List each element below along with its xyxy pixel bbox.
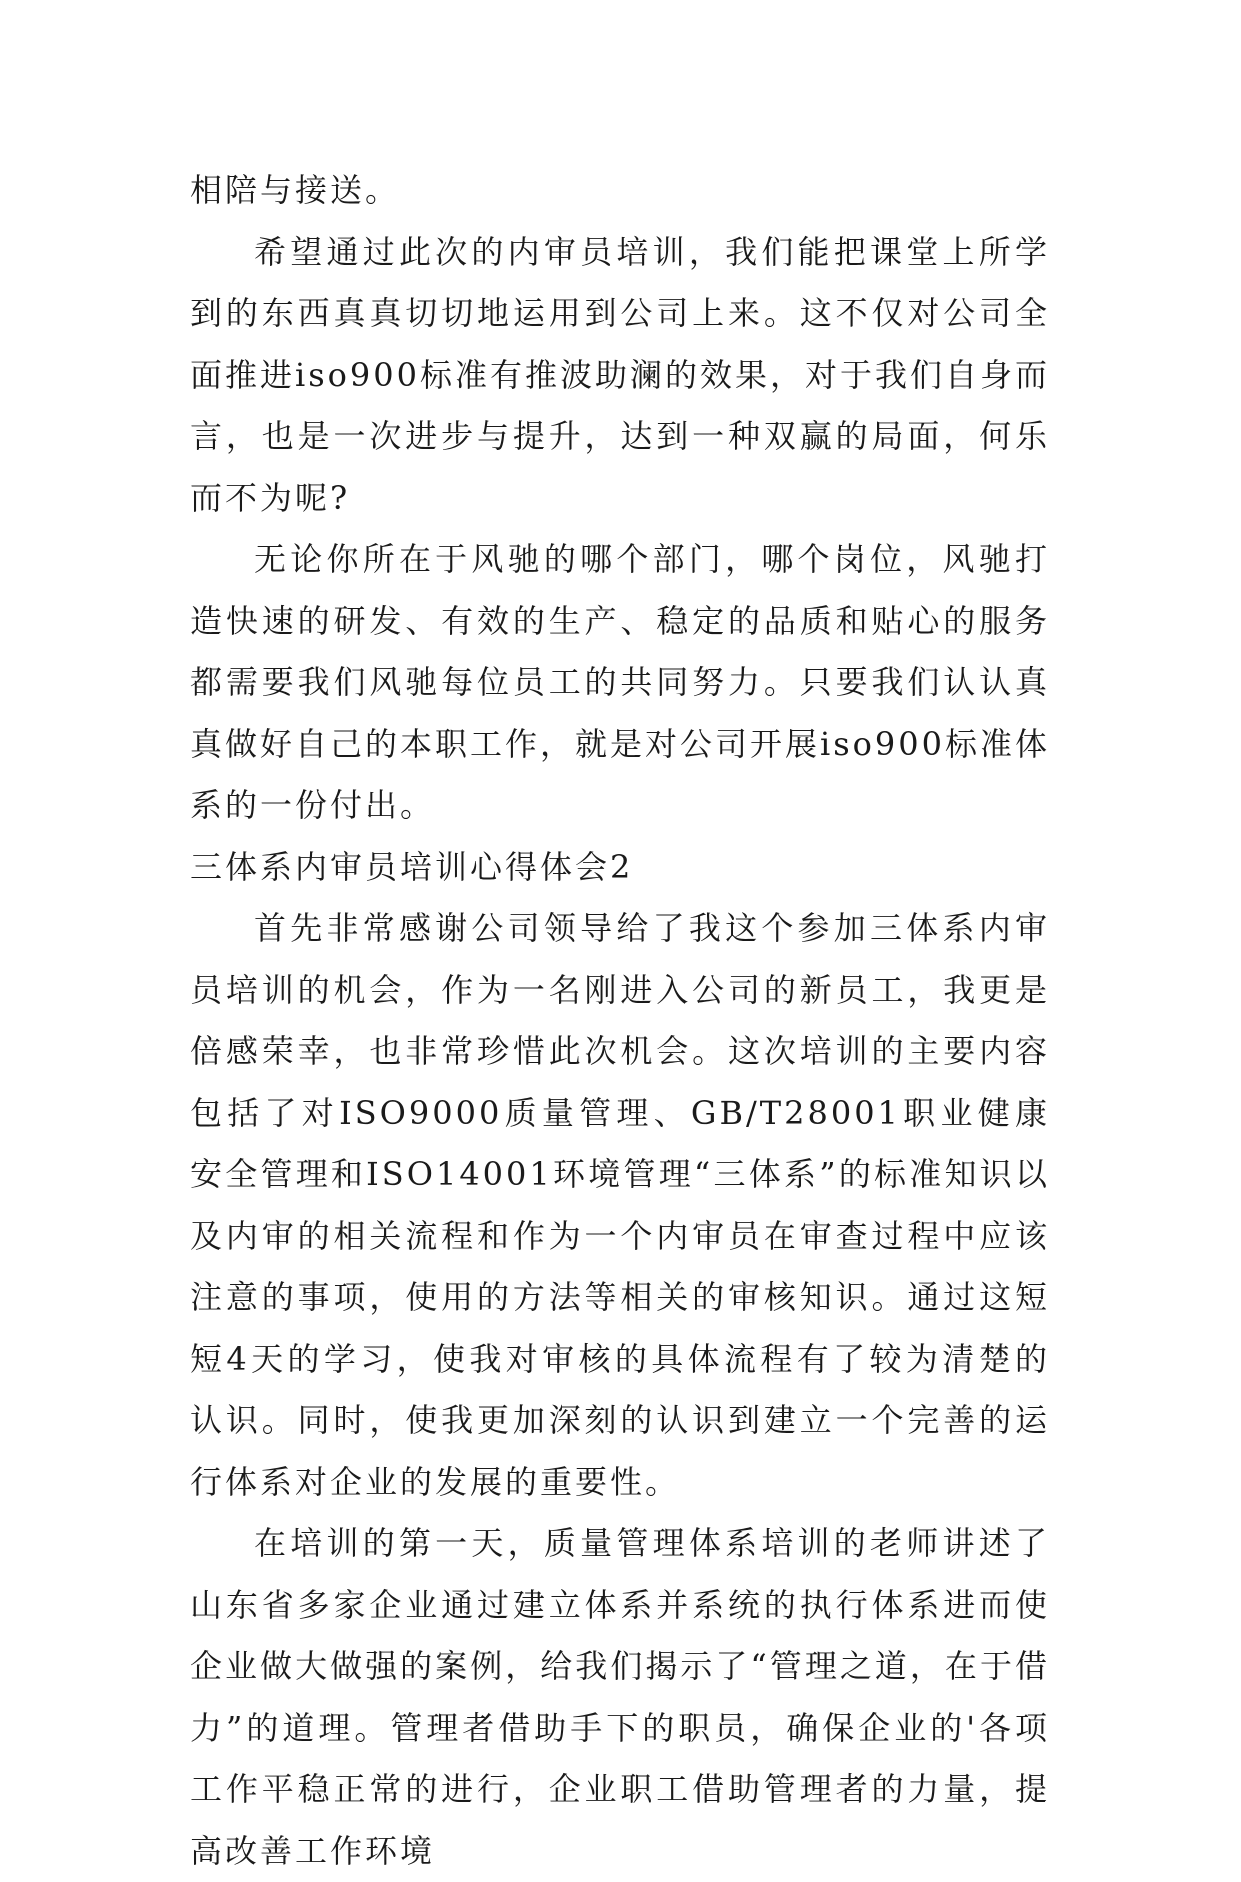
section-heading: 三体系内审员培训心得体会2 (190, 847, 634, 886)
paragraph-2: 希望通过此次的内审员培训，我们能把课堂上所学到的东西真真切切地运用到公司上来。这不仅对公司全面推进iso900标准有推波助澜的效果，对于我们自身而言，也是一次进步与提升，达到一种双赢的局面，何乐而不为呢? (190, 232, 1051, 517)
paragraph-3: 无论你所在于风驰的哪个部门，哪个岗位，风驰打造快速的研发、有效的生产、稳定的品质和贴心的服务都需要我们风驰每位员工的共同努力。只要我们认认真真做好自己的本职工作，就是对公司开展iso900标准体系的一份付出。 (190, 540, 1051, 824)
paragraph-4: 首先非常感谢公司领导给了我这个参加三体系内审员培训的机会，作为一名刚进入公司的新员工，我更是倍感荣幸，也非常珍惜此次机会。这次培训的主要内容包括了对ISO9000质量管理、GB/T28001职业健康安全管理和ISO14001环境管理“三体系”的标准知识以及内审的相关流程和作为一个内审员在审查过程中应该注意的事项，使用的方法等相关的审核知识。通过这短短4天的学习，使我对审核的具体流程有了较为清楚的认识。同时，使我更加深刻的认识到建立一个完善的运行体系对企业的发展的重要性。 (190, 909, 1050, 1501)
document-body (190, 160, 1050, 1882)
paragraph-5: 在培训的第一天，质量管理体系培训的老师讲述了山东省多家企业通过建立体系并系统的执行体系进而使企业做大做强的案例，给我们揭示了“管理之道，在于借力”的道理。管理者借助手下的职员，确保企业的'各项工作平稳正常的进行，企业职工借助管理者的力量，提高改善工作环境 (190, 1524, 1050, 1870)
paragraph-1: 相陪与接送。 (190, 171, 401, 209)
